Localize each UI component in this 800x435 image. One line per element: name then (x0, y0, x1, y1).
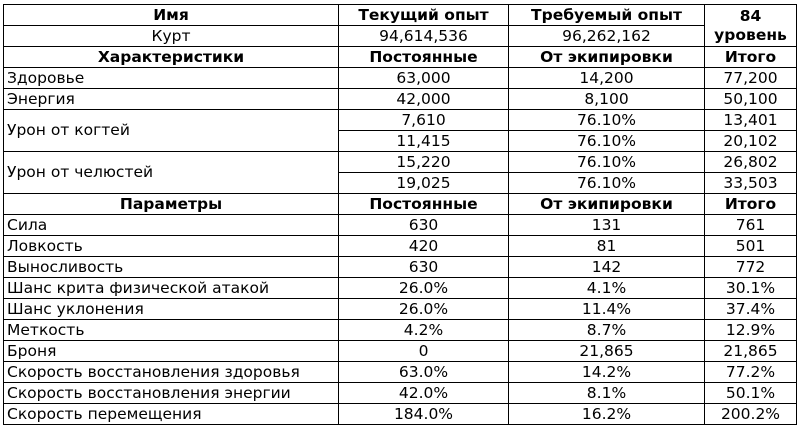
row-total: 50.1% (705, 383, 797, 404)
characteristics-header-row (4, 47, 797, 68)
row-label: Шанс крита физической атакой (4, 278, 339, 299)
row-label: Броня (4, 341, 339, 362)
row-equip: 8.1% (509, 383, 705, 404)
claw-max-base: 11,415 (339, 131, 509, 152)
table-row (4, 68, 797, 89)
col-equip-header: От экипировки (509, 194, 705, 215)
level-word: уровень (714, 25, 787, 44)
claw-max-total: 20,102 (705, 131, 797, 152)
table-row (4, 320, 797, 341)
row-total: 12.9% (705, 320, 797, 341)
row-base: 0 (339, 341, 509, 362)
row-total: 200.2% (705, 404, 797, 425)
level-number: 84 (739, 6, 762, 25)
claw-min-base: 7,610 (339, 110, 509, 131)
row-equip: 4.1% (509, 278, 705, 299)
row-equip: 8,100 (509, 89, 705, 110)
pet-row (4, 26, 797, 47)
header-current-exp: Текущий опыт (339, 5, 509, 26)
row-total: 77,200 (705, 68, 797, 89)
row-base: 420 (339, 236, 509, 257)
table-row (4, 341, 797, 362)
jaw-max-base: 19,025 (339, 173, 509, 194)
level-cell (705, 5, 797, 47)
table-row (4, 278, 797, 299)
col-total-header: Итого (705, 194, 797, 215)
header-name: Имя (4, 5, 339, 26)
row-equip: 8.7% (509, 320, 705, 341)
pet-name: Курт (4, 26, 339, 47)
row-equip: 16.2% (509, 404, 705, 425)
row-label: Здоровье (4, 68, 339, 89)
row-equip: 142 (509, 257, 705, 278)
table-row (4, 383, 797, 404)
row-total: 50,100 (705, 89, 797, 110)
row-base: 63,000 (339, 68, 509, 89)
jaw-max-equip: 76.10% (509, 173, 705, 194)
row-total: 501 (705, 236, 797, 257)
row-base: 42,000 (339, 89, 509, 110)
row-total: 21,865 (705, 341, 797, 362)
row-equip: 131 (509, 215, 705, 236)
characteristics-title: Характеристики (4, 47, 339, 68)
col-total-header: Итого (705, 47, 797, 68)
table-row (4, 215, 797, 236)
pet-required-exp: 96,262,162 (509, 26, 705, 47)
row-base: 184.0% (339, 404, 509, 425)
pet-stats-table (3, 4, 797, 425)
table-row (4, 362, 797, 383)
jaw-max-total: 33,503 (705, 173, 797, 194)
row-equip: 11.4% (509, 299, 705, 320)
col-equip-header: От экипировки (509, 47, 705, 68)
col-base-header: Постоянные (339, 47, 509, 68)
row-base: 4.2% (339, 320, 509, 341)
row-label: Скорость перемещения (4, 404, 339, 425)
jaw-min-equip: 76.10% (509, 152, 705, 173)
row-base: 63.0% (339, 362, 509, 383)
row-base: 630 (339, 257, 509, 278)
row-label: Выносливость (4, 257, 339, 278)
table-row (4, 257, 797, 278)
claw-min-equip: 76.10% (509, 110, 705, 131)
claw-max-equip: 76.10% (509, 131, 705, 152)
row-label: Скорость восстановления здоровья (4, 362, 339, 383)
header-row (4, 5, 797, 26)
row-total: 772 (705, 257, 797, 278)
row-base: 26.0% (339, 299, 509, 320)
jaw-min-total: 26,802 (705, 152, 797, 173)
parameters-header-row (4, 194, 797, 215)
pet-current-exp: 94,614,536 (339, 26, 509, 47)
jaw-min-base: 15,220 (339, 152, 509, 173)
parameters-title: Параметры (4, 194, 339, 215)
row-equip: 81 (509, 236, 705, 257)
row-label: Ловкость (4, 236, 339, 257)
claw-damage-label: Урон от когтей (4, 110, 339, 152)
table-row (4, 236, 797, 257)
row-base: 630 (339, 215, 509, 236)
row-total: 37.4% (705, 299, 797, 320)
header-required-exp: Требуемый опыт (509, 5, 705, 26)
col-base-header: Постоянные (339, 194, 509, 215)
row-label: Меткость (4, 320, 339, 341)
table-row (4, 299, 797, 320)
row-equip: 14.2% (509, 362, 705, 383)
jaw-damage-label: Урон от челюстей (4, 152, 339, 194)
table-row (4, 89, 797, 110)
row-label: Скорость восстановления энергии (4, 383, 339, 404)
table-row (4, 404, 797, 425)
row-base: 42.0% (339, 383, 509, 404)
claw-min-total: 13,401 (705, 110, 797, 131)
row-label: Энергия (4, 89, 339, 110)
row-label: Шанс уклонения (4, 299, 339, 320)
table-row (4, 152, 797, 173)
row-label: Сила (4, 215, 339, 236)
row-total: 77.2% (705, 362, 797, 383)
row-total: 761 (705, 215, 797, 236)
row-base: 26.0% (339, 278, 509, 299)
row-equip: 14,200 (509, 68, 705, 89)
table-row (4, 110, 797, 131)
row-total: 30.1% (705, 278, 797, 299)
row-equip: 21,865 (509, 341, 705, 362)
